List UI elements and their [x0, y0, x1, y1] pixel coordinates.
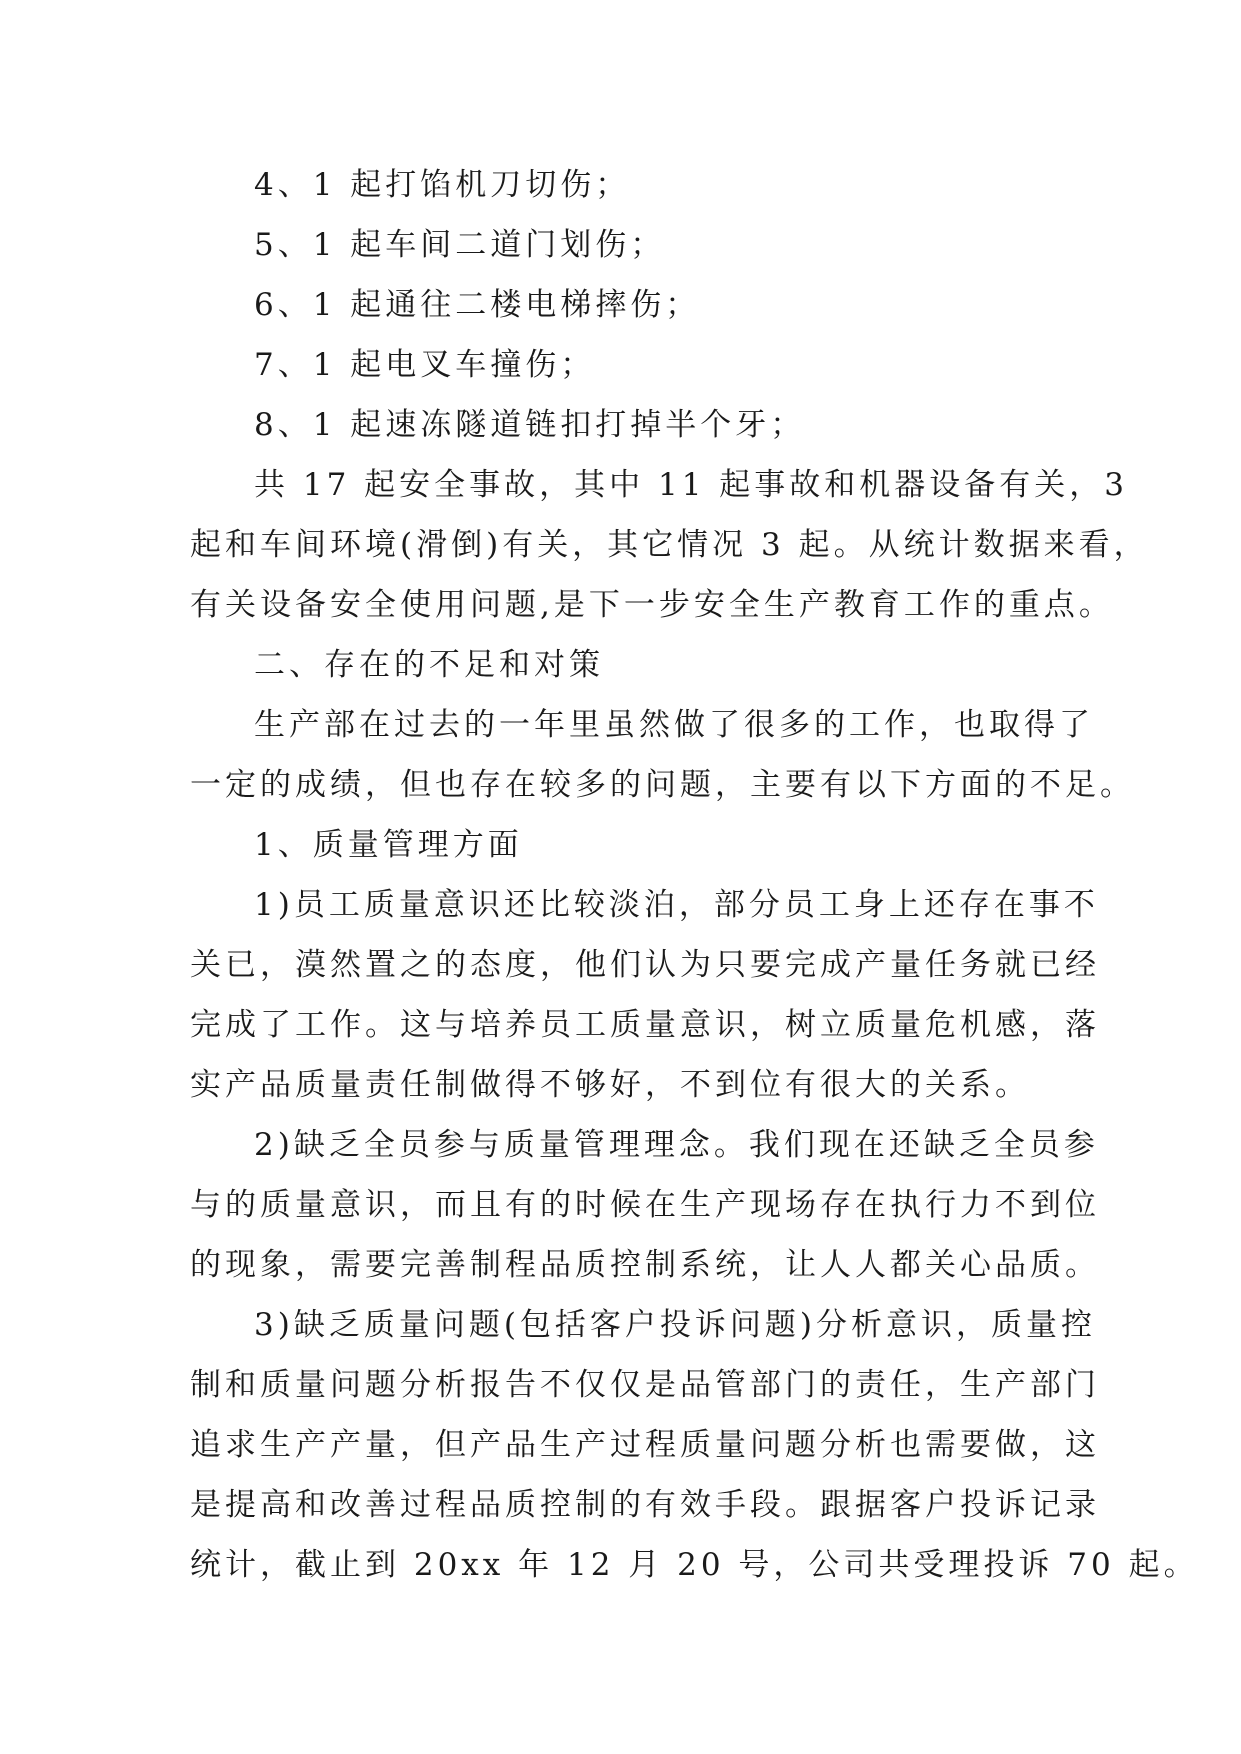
paragraph-point-3	[190, 1295, 1199, 1595]
text-line: 追求生产产量，但产品生产过程质量问题分析也需要做，这	[190, 1427, 1100, 1463]
text-line: 有关设备安全使用问题,是下一步安全生产教育工作的重点。	[190, 587, 1114, 623]
paragraph-accident-summary	[190, 455, 1149, 635]
text-line: 生产部在过去的一年里虽然做了很多的工作，也取得了	[254, 707, 1094, 743]
text-line: 完成了工作。这与培养员工质量意识，树立质量危机感，落	[190, 1007, 1100, 1043]
text-line: 5、1 起车间二道门划伤；	[254, 227, 666, 263]
paragraph-item-6	[190, 275, 1070, 335]
text-line: 2)缺乏全员参与质量管理理念。我们现在还缺乏全员参	[254, 1127, 1099, 1163]
document-body	[190, 155, 1199, 1595]
text-line: 实产品质量责任制做得不够好，不到位有很大的关系。	[190, 1067, 1030, 1103]
paragraph-item-8	[190, 395, 1070, 455]
text-line: 8、1 起速冻隧道链扣打掉半个牙；	[254, 407, 806, 443]
text-line: 1)员工质量意识还比较淡泊，部分员工身上还存在事不	[254, 887, 1099, 923]
paragraph-item-5	[190, 215, 1070, 275]
text-line: 6、1 起通往二楼电梯摔伤；	[254, 287, 701, 323]
paragraph-item-7	[190, 335, 1070, 395]
text-line: 统计，截止到 20xx 年 12 月 20 号，公司共受理投诉 70 起。	[190, 1547, 1199, 1583]
subheading-quality-management	[190, 815, 1070, 875]
text-line: 3)缺乏质量问题(包括客户投诉问题)分析意识，质量控	[254, 1307, 1097, 1343]
text-line: 与的质量意识，而且有的时候在生产现场存在执行力不到位	[190, 1187, 1100, 1223]
text-line: 是提高和改善过程品质控制的有效手段。跟据客户投诉记录	[190, 1487, 1100, 1523]
text-line: 4、1 起打馅机刀切伤；	[254, 167, 631, 203]
text-line: 1、质量管理方面	[254, 827, 523, 863]
text-line: 二、存在的不足和对策	[254, 647, 604, 683]
paragraph-intro-shortcomings	[190, 695, 1135, 815]
paragraph-point-1	[190, 875, 1100, 1115]
text-line: 关已，漠然置之的态度，他们认为只要完成产量任务就已经	[190, 947, 1100, 983]
text-line: 起和车间环境(滑倒)有关，其它情况 3 起。从统计数据来看，	[190, 527, 1149, 563]
text-line: 一定的成绩，但也存在较多的问题，主要有以下方面的不足。	[190, 767, 1135, 803]
paragraph-point-2	[190, 1115, 1100, 1295]
section-heading-shortcomings	[190, 635, 1070, 695]
text-line: 的现象，需要完善制程品质控制系统，让人人都关心品质。	[190, 1247, 1100, 1283]
text-line: 共 17 起安全事故，其中 11 起事故和机器设备有关，3	[254, 467, 1129, 503]
text-line: 制和质量问题分析报告不仅仅是品管部门的责任，生产部门	[190, 1367, 1100, 1403]
paragraph-item-4	[190, 155, 1070, 215]
text-line: 7、1 起电叉车撞伤；	[254, 347, 596, 383]
